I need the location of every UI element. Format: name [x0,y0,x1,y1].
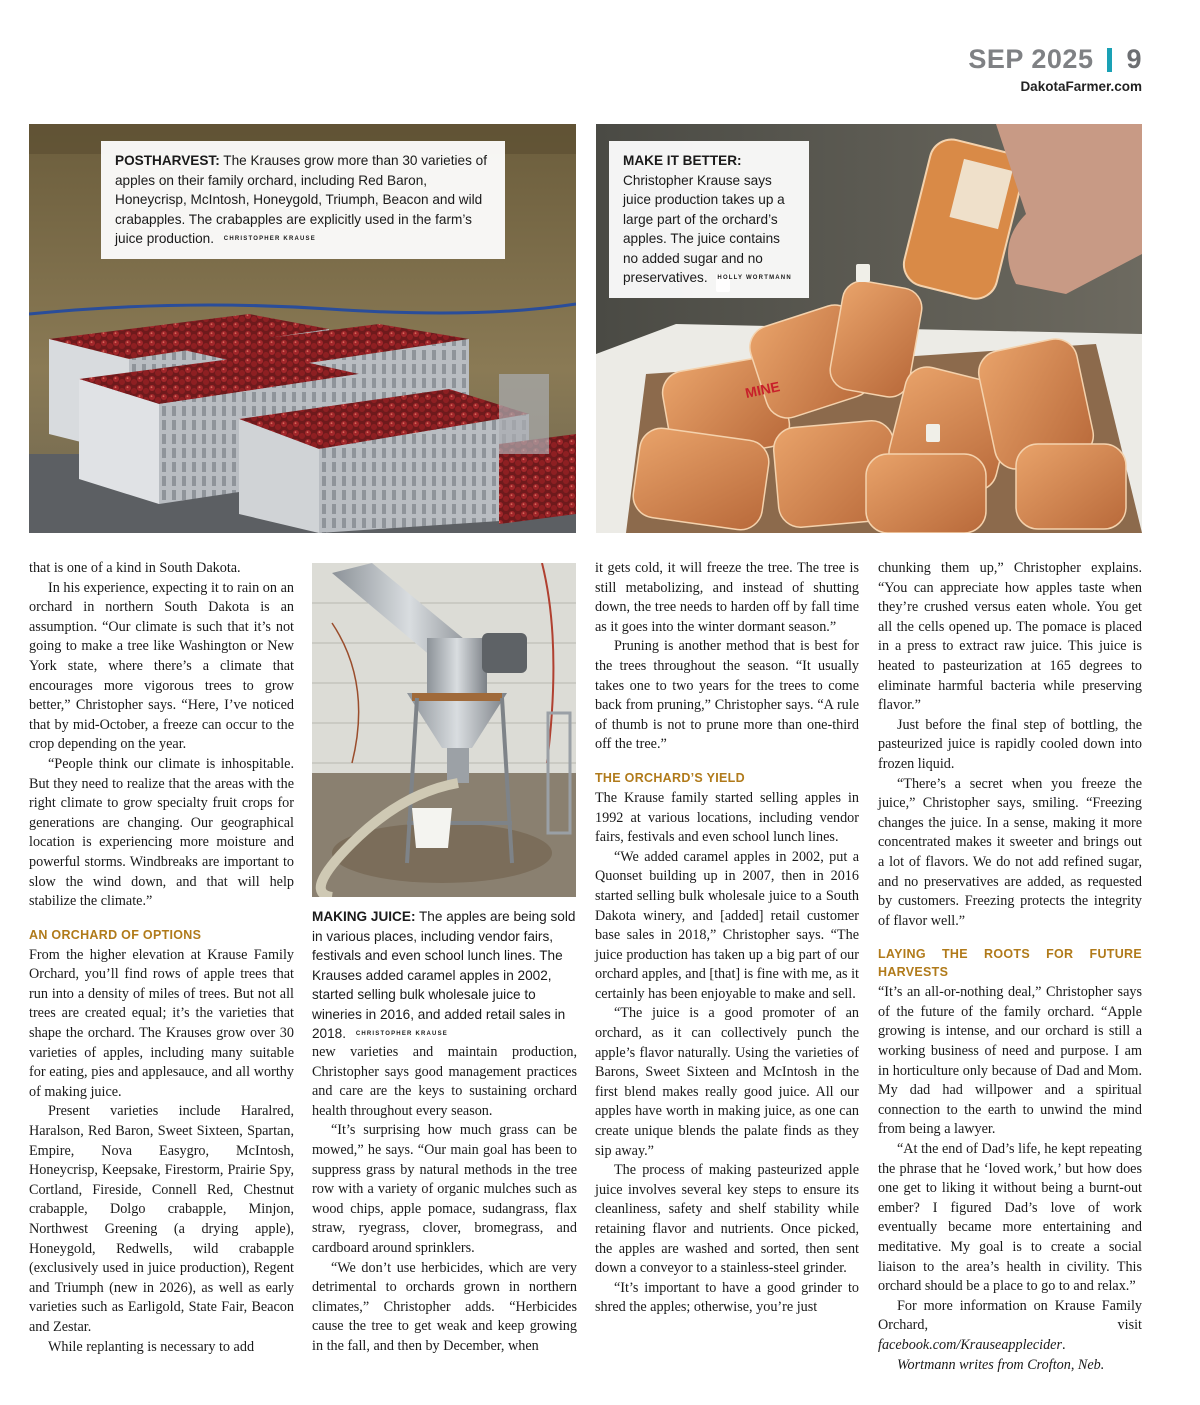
caption-heading: POSTHARVEST: [115,153,220,168]
postharvest-caption [101,141,505,259]
header-divider [1107,48,1112,72]
photo-credit: HOLLY WORTMANN [717,274,792,281]
info-text: For more information on Krause Family Orchard, visit [878,1297,1142,1334]
paragraph: “People think our climate is inhospitable. But they need to realize that the areas with the right climate to grow specialty fruit crops for generations are changing. Our geographical location is experiencing more moisture and powerful storms. Windbreaks are important to slow the wind down, and that will help stabilize the climate.” [29,755,294,910]
paragraph: new varieties and maintain production, Christopher says good management practices and care are the keys to sustaining orchard health throughout every season. [312,1044,577,1119]
paragraph: Just before the final step of bottling, the pasteurized juice is rapidly cooled down into frozen liquid. [878,716,1142,772]
caption-text: The Krauses grow more than 30 varieties of apples on their family orchard, including Red Baron, Honeycrisp, McIntosh, Honeygold, Triumph, Beacon and wild crabapples. The crabapples are explicitly used in the farm’s juice production. [115,153,487,246]
photo-credit: CHRISTOPHER KRAUSE [355,1030,448,1037]
caption-text: The apples are being sold in various places, including vendor fairs, festivals and even school lunch lines. The Krauses added caramel apples in 2002, started selling bulk wholesale juice to wineries in 2016, and added retail sales in 2018. [312,909,576,1041]
paragraph: it gets cold, it will freeze the tree. The tree is still metabolizing, and instead of shutting down, the tree needs to harden off by fall time as it goes into the winter dormant season.” [595,560,859,635]
paragraph: chunking them up,” Christopher explains. “You can appreciate how apples taste when they’re crushed versus eaten whole. You get all the cells opened up. The pomace is placed in a press to extract raw juice. This juice is heated to pasteurization at 165 degrees to eliminate harmful bacteria while preserving flavor.” [878,560,1142,714]
paragraph: “It’s surprising how much grass can be mowed,” he says. “Our main goal has been to suppress grass by natural methods in the tree row with a variety of organic mulches such as wood chips, apple pomace, sudangrass, flax straw, ryegrass, clover, bromegrass, and cardboard around sprinklers. [312,1122,577,1256]
making-juice-caption [312,907,578,1044]
subheading-orchard-of-options: AN ORCHARD OF OPTIONS [29,927,202,942]
site-url: DakotaFarmer.com [1020,79,1142,94]
paragraph: “We don’t use herbicides, which are very detrimental to orchards grown in northern climates,” Christopher adds. “Herbicides cause the tree to get weak and keep growing in the fall, and then by December, when [312,1259,577,1354]
paragraph: “At the end of Dad’s life, he kept repeating the phrase that he ‘loved work,’ but how does one get to liking it without being a burnt-out ember? I figured Dad’s love of work eventually became more entertaining and meditative. My goal is to create a social liaison to the area’s health in civility. This orchard should be a place to go to and relax.” [878,1141,1142,1295]
caption-heading: MAKE IT BETTER: [623,153,742,168]
paragraph: “It’s important to have a good grinder to shred the apples; otherwise, you’re just [595,1279,859,1316]
subheading-orchards-yield: THE ORCHARD’S YIELD [595,770,745,785]
paragraph: “We added caramel apples in 2002, put a Quonset building up in 2007, then in 2016 started selling bulk wholesale juice to a South Dakota winery, and [added] retail customer base sales in 2018,” Christopher says. “The juice production has taken up a big part of our orchard apples, and [that] is fine with me, as it certainly has been enjoyable to make and sell. [595,848,859,1002]
article-column-1 [29,559,294,1357]
subheading-laying-the-roots: LAYING THE ROOTS FOR FUTURE HARVESTS [878,947,1142,980]
caption-heading: MAKING JUICE: [312,909,416,924]
paragraph: “It’s an all-or-nothing deal,” Christopher says of the future of the family orchard. “Apple growing is intense, and our orchard is still a working business of need and purpose. I am in horticulture only because of Dad and Mom. My dad had willpower and a spiritual connection to the earth to unwind the mind from being a lawyer. [878,984,1142,1138]
paragraph: Pruning is another method that is best for the trees throughout the season. “It usually takes one to two years for the trees to come back from pruning,” Christopher says. “A rule of thumb is not to prune more than one-third off the tree.” [595,638,859,753]
paragraph: “The juice is a good promoter of an orchard, as it can collectively punch the apple’s flavor naturally. Using the varieties of Barons, Sweet Sixteen and McIntosh in the first blend makes really good juice. All our apples have worth in making juice, as one can create unique blends the palate finds as they sip away.” [595,1005,859,1159]
caption-text: Christopher Krause says juice production takes up a large part of the orchard’s apples. The juice contains no added sugar and no preservatives. [623,172,785,285]
paragraph: In his experience, expecting it to rain on an orchard in northern South Dakota is an assumption. “Our climate is such that it’s not going to make a tree like Washington or New York state, where there’s a climate that encourages more vigorous trees to grow better,” Christopher says. “Here, I’ve noticed that by mid-October, a freeze can occur to the crop depending on the year. [29,579,294,753]
article-column-4 [878,559,1142,1375]
facebook-link[interactable]: facebook.com/Krauseapplecider [878,1336,1062,1353]
paragraph: that is one of a kind in South Dakota. [29,560,241,576]
byline-text: Wortmann writes from Crofton, Neb. [897,1356,1105,1373]
issue-date: SEP 2025 [968,44,1094,74]
paragraph: From the higher elevation at Krause Family Orchard, you’ll find rows of apple trees that run into a density of miles of trees. But not all trees are created equal; it’s the varieties that shape the orchard. The Krauses grow over 30 varieties of apples, including many suitable for eating, pies and applesauce, and all worthy of making juice. [29,946,294,1100]
article-column-2 [312,1043,577,1357]
page-header [968,44,1142,94]
photo-credit: CHRISTOPHER KRAUSE [223,235,316,242]
jug-label: MINE [743,378,782,402]
apple-grinder-illustration [312,563,576,897]
paragraph: Present varieties include Haralred, Haralson, Red Baron, Sweet Sixteen, Spartan, Empire, Nova Easygro, McIntosh, Honeycrisp, Keepsake, Firestorm, Prairie Spy, Cortland, Fireside, Connell Red, Chestnut crabapple, Dolgo crabapple, Minjon, Northwest Greening (a drying apple), Honeygold, Redwells, wild crabapple (exclusively used in juice production), Regent and Triumph (new in 2026), as well as early varieties such as Earligold, State Fair, Beacon and Zestar. [29,1103,294,1335]
paragraph: The process of making pasteurized apple juice involves several key steps to ensure its cleanliness, safety and shelf stability while retaining flavor and nutrients. Once picked, the apples are washed and sorted, then sent down a conveyor to a stainless-steel grinder. [595,1162,859,1277]
paragraph: “There’s a secret when you freeze the juice,” Christopher says, smiling. “Freezing changes the juice. In a sense, making it more concentrated makes it sweeter and brings out a lot of flavors. We do not add refined sugar, and no preservatives are added, as requested by customers. Freezing protects the integrity of flavor well.” [878,775,1142,929]
author-byline [878,1356,1142,1376]
paragraph: The Krause family started selling apples in 1992 at various locations, including vendor fairs, festivals and even school lunch lines. [595,789,859,846]
article-column-3 [595,559,859,1318]
paragraph: While replanting is necessary to add [48,1338,255,1355]
make-it-better-caption [609,141,809,298]
paragraph [878,1297,1142,1356]
page-number: 9 [1126,44,1142,74]
period: . [1062,1336,1066,1353]
apple-grinder-photo [312,563,576,897]
